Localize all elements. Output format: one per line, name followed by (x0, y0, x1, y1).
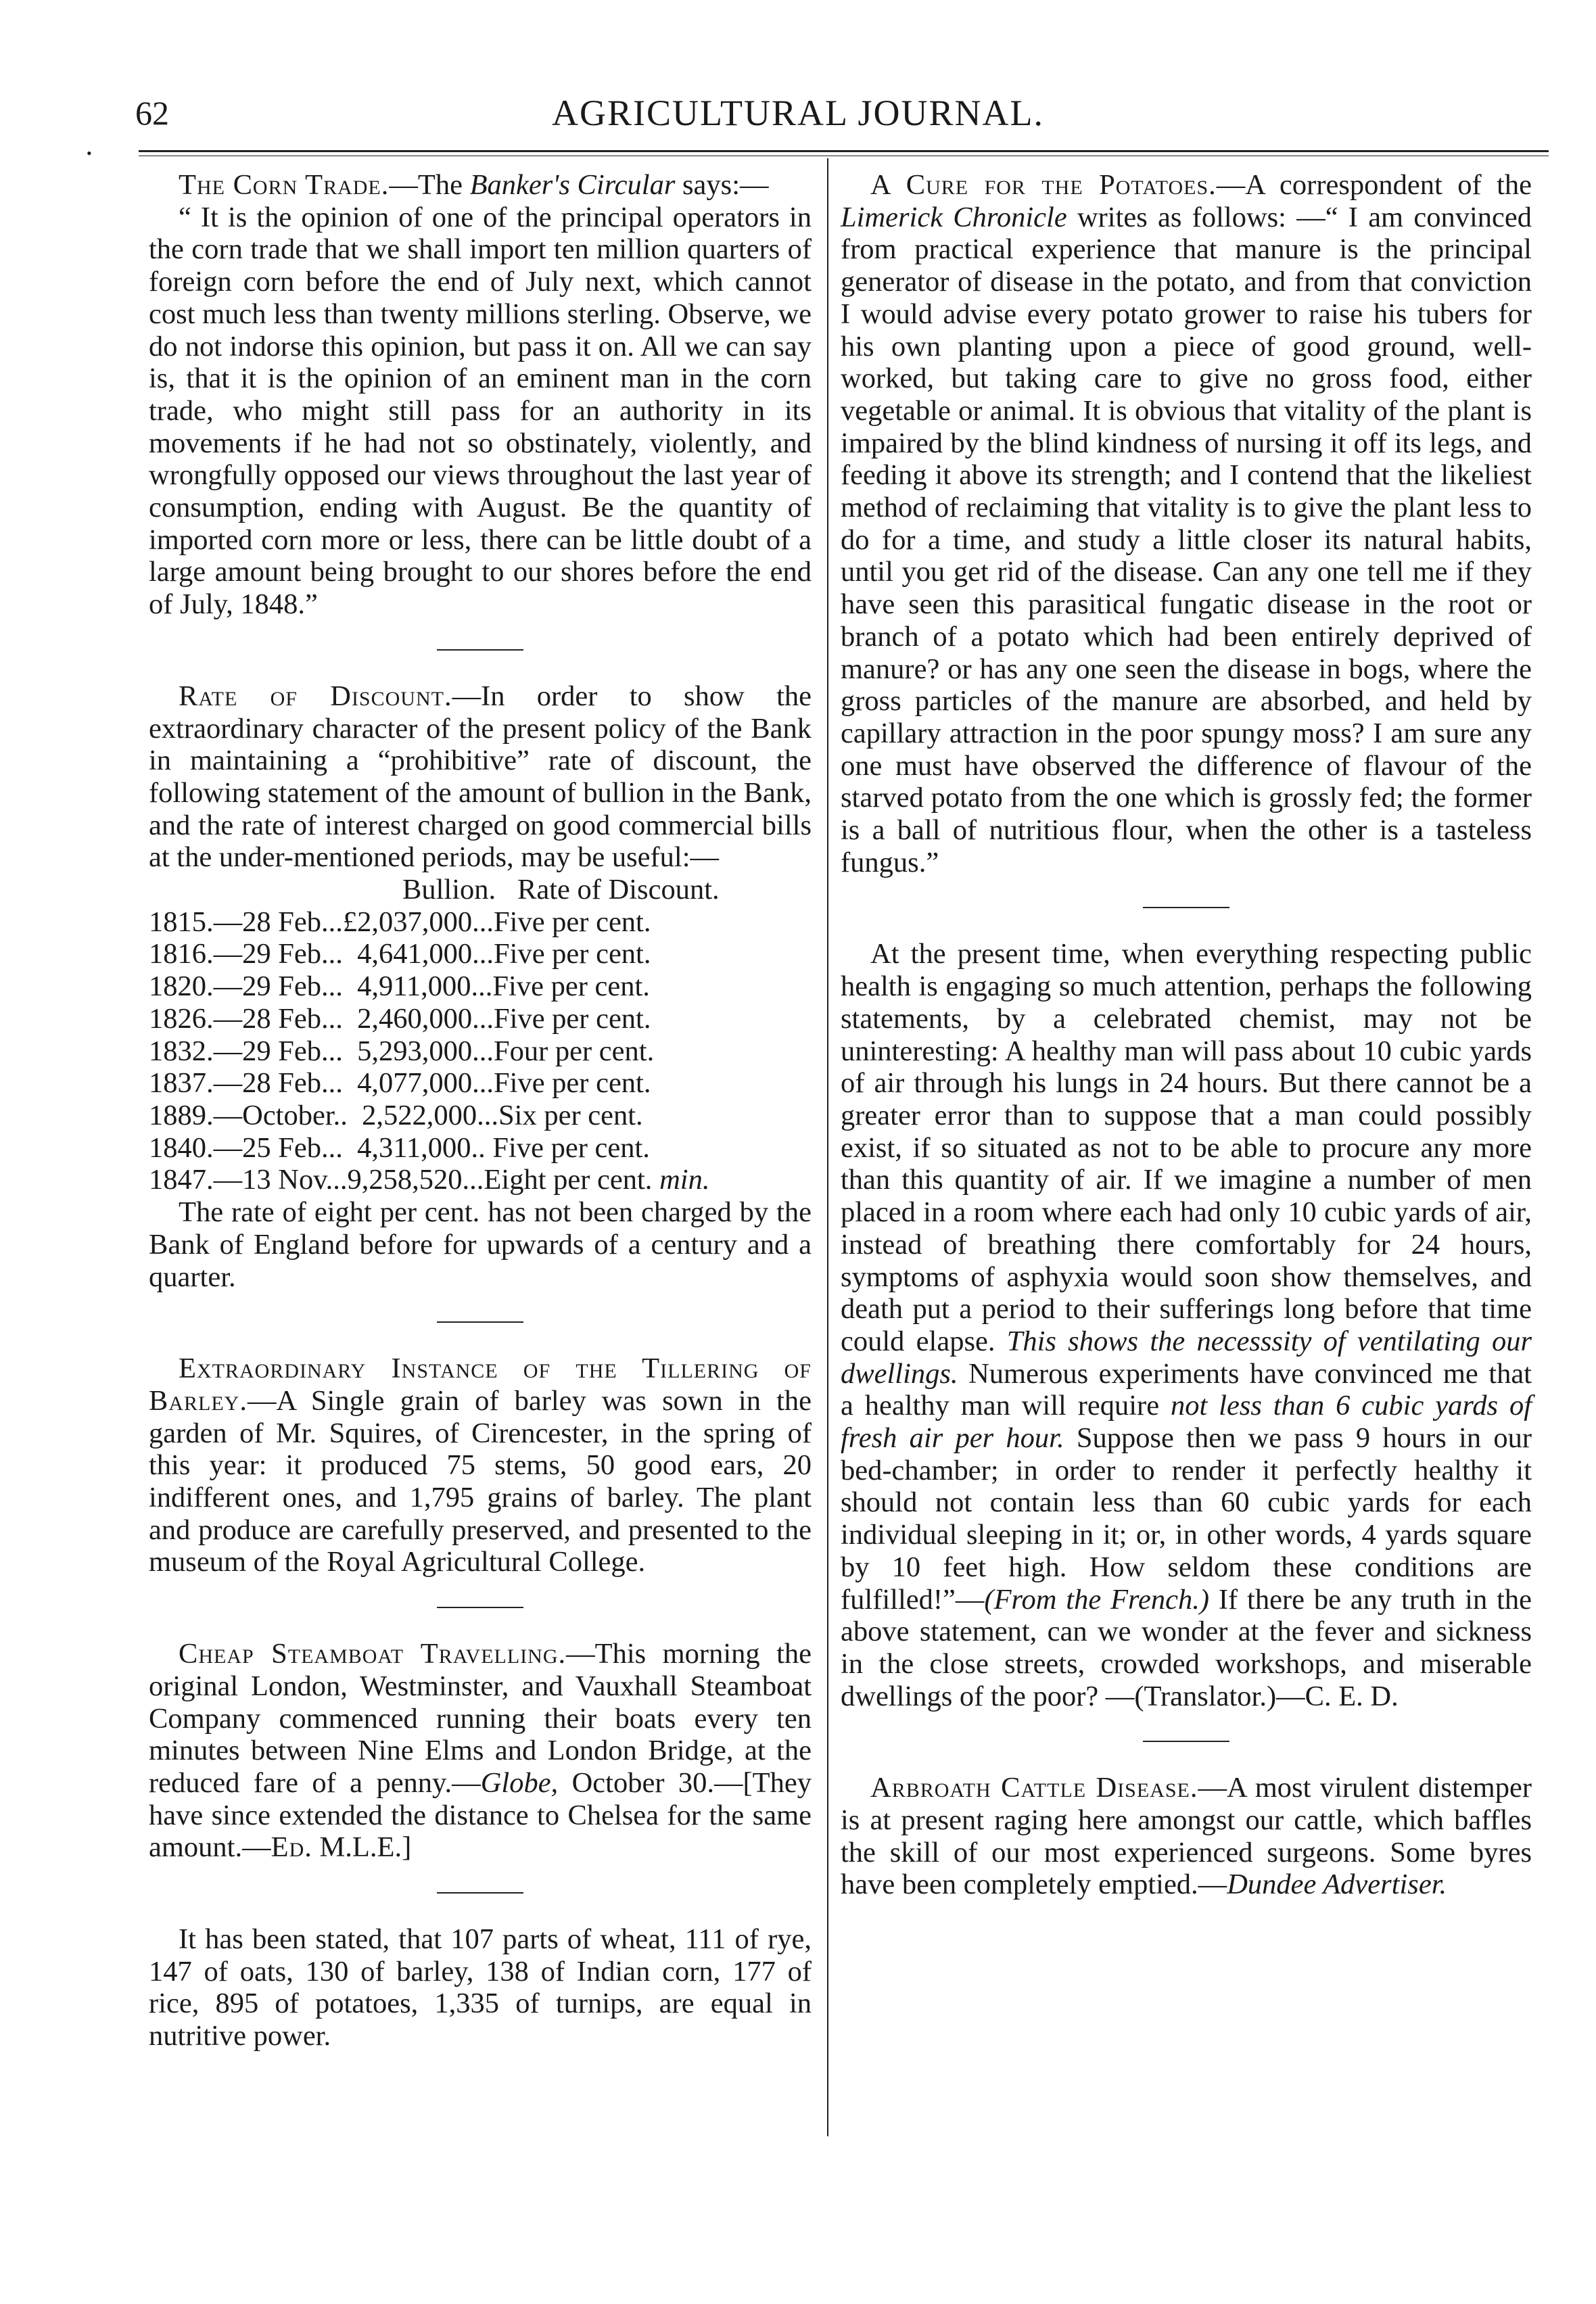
right-column (841, 169, 1532, 1901)
running-head: AGRICULTURAL JOURNAL. (551, 93, 1045, 133)
section-separator (437, 1892, 523, 1894)
discount-table (149, 906, 812, 1196)
discount-row: 1889.—October.. 2,522,000...Six per cent. (149, 1099, 643, 1131)
corn-trade-heading: The Corn Trade. (179, 169, 390, 201)
barley-heading: Extraordinary Instance of the Tillering of Barley. (149, 1353, 812, 1417)
corn-trade-article: The Corn Trade.—The Banker's Circular says:— (179, 169, 769, 201)
discount-row: 1837.—28 Feb... 4,077,000...Five per cent. (149, 1067, 651, 1100)
discount-note: The rate of eight per cent. has not been charged by the Bank of England before for upwards of a century and a quarter. (149, 1196, 812, 1293)
arbroath-heading: Arbroath Cattle Disease. (870, 1772, 1198, 1804)
discount-row: 1832.—29 Feb... 5,293,000...Four per cent. (149, 1035, 655, 1067)
rate-of-discount-article: Rate of Discount.—In order to show the extraordinary character of the present policy of the Bank in maintaining a “prohibitive” rate of discount, the following statement of the amount of bullion in the Bank, and the rate of interest charged on good commercial bills at the under-mentioned periods, may be useful:— (149, 680, 812, 874)
arbroath-article: Arbroath Cattle Disease.—A most virulent distemper is at present raging here amongst our cattle, which baffles the skill of our most experienced surgeons. Some byres have been completely emptied.—Dundee Advertiser. (841, 1772, 1532, 1901)
header-rule (139, 150, 1549, 152)
potatoes-heading: A Cure for the Potatoes. (870, 169, 1217, 201)
discount-row: 1826.—28 Feb... 2,460,000...Five per cent. (149, 1002, 651, 1035)
steamboat-article: Cheap Steamboat Travelling.—This morning the original London, Westminster, and Vauxhall Steamboat Company commenced running their boats every ten minutes between Nine Elms and London Bridge, at the reduced fare of a penny.—Globe, October 30.—[They have since extended the distance to Chelsea for the same amount.—Ed. M.L.E.] (149, 1638, 812, 1864)
page-number: 62 (135, 94, 169, 132)
section-separator (437, 1321, 523, 1323)
section-separator (1143, 1741, 1229, 1742)
section-separator (437, 1607, 523, 1608)
arbroath-source: Dundee Advertiser. (1227, 1868, 1447, 1901)
discount-row: 1847.—13 Nov...9,258,520...Eight per cent. min. (149, 1164, 710, 1196)
potatoes-source: Limerick Chronicle (841, 201, 1067, 233)
barley-article: Extraordinary Instance of the Tillering of Barley.—A Single grain of barley was sown in the garden of Mr. Squires, of Cirencester, in the spring of this year: it produced 75 stems, 50 good ears, 20 indifferent ones, and 1,795 grains of barley. The plant and produce are carefully preserved, and presented to the museum of the Royal Agricultural College. (149, 1353, 812, 1578)
corn-trade-quote: “ It is the opinion of one of the principal operators in the corn trade that we shall import ten million quarters of foreign corn before the end of July next, which cannot cost much less than twenty millions sterling. Observe, we do not indorse this opinion, but pass it on. All we can say is, that it is the opinion of an eminent man in the corn trade, who might still pass for an authority in its movements if he had not so obstinately, violently, and wrongfully opposed our views throughout the last year of consumption, ending with August. Be the quantity of imported corn more or less, there can be little doubt of a large amount being brought to our shores before the end of July, 1848.” (149, 201, 812, 621)
nutritive-power-article: It has been stated, that 107 parts of wheat, 111 of rye, 147 of oats, 130 of barley, 138 of Indian corn, 177 of rice, 895 of potatoes, 1,335 of turnips, are equal in nutritive power. (149, 1923, 812, 2052)
section-separator (1143, 907, 1229, 908)
margin-bullet: • (87, 145, 92, 162)
rate-of-discount-heading: Rate of Discount. (179, 680, 452, 712)
discount-row: 1820.—29 Feb... 4,911,000...Five per cent. (149, 970, 650, 1003)
public-health-article: At the present time, when everything respecting public health is engaging so much attention, perhaps the following statements, by a celebrated chemist, may not be uninteresting: A healthy man will pass about 10 cubic yards of air through his lungs in 24 hours. But there cannot be a greater error than to suppose that a man could possibly exist, if so situated as not to be able to procure any more than this quantity of air. If we imagine a number of men placed in a room where each had only 10 cubic yards of air, instead of breathing there comfortably for 24 hours, symptoms of asphyxia would soon show themselves, and death put a period to their sufferings long before that time could elapse. This shows the necesssity of ventilating our dwellings. Numerous experiments have convinced me that a healthy man will require not less than 6 cubic yards of fresh air per hour. Suppose then we pass 9 hours in our bed-chamber; in order to render it perfectly healthy it should not contain less than 60 cubic yards for each individual sleeping in it; or, in other words, 4 yards square by 10 feet high. How seldom these conditions are fulfilled!”—(From the French.) If there be any truth in the above statement, can we wonder at the fever and sickness in the close streets, crowded workshops, and miserable dwellings of the poor? —(Translator.)—C. E. D. (841, 938, 1532, 1712)
left-column (149, 169, 812, 2052)
section-separator (437, 649, 523, 651)
discount-row: 1816.—29 Feb... 4,641,000...Five per cent. (149, 938, 651, 970)
discount-table-header: Bullion. Rate of Discount. (402, 874, 720, 906)
potatoes-article: A Cure for the Potatoes.—A correspondent of the Limerick Chronicle writes as follows: —“ I am convinced from practical experience that manure is the principal generator of disease in the potato, and from that conviction I would advise every potato grower to raise his tubers for his own planting upon a piece of good ground, well-worked, but taking care to give no gross food, either vegetable or animal. It is obvious that vitality of the plant is impaired by the blind kindness of nursing it off its legs, and feeding it above its strength; and I contend that the likeliest method of reclaiming that vitality is to give the plant less to do for a time, and study a little closer its natural habits, until you get rid of the disease. Can any one tell me if they have seen this parasitical fungatic disease in the root or branch of a potato which had been entirely deprived of manure? or has any one seen the disease in bogs, where the gross particles of the manure are absorbed, and held by capillary attraction in the poor spungy moss? I am sure any one must have observed the difference of flavour of the starved potato from the one which is grossly fed; the former is a ball of nutritious flour, when the other is a tasteless fungus.” (841, 169, 1532, 878)
discount-row: 1840.—25 Feb... 4,311,000.. Five per cent. (149, 1131, 650, 1164)
corn-trade-source: Banker's Circular (469, 169, 676, 201)
column-divider (827, 158, 828, 2136)
discount-row: 1815.—28 Feb...£2,037,000...Five per cent. (149, 906, 651, 938)
steamboat-heading: Cheap Steamboat Travelling. (179, 1638, 567, 1670)
